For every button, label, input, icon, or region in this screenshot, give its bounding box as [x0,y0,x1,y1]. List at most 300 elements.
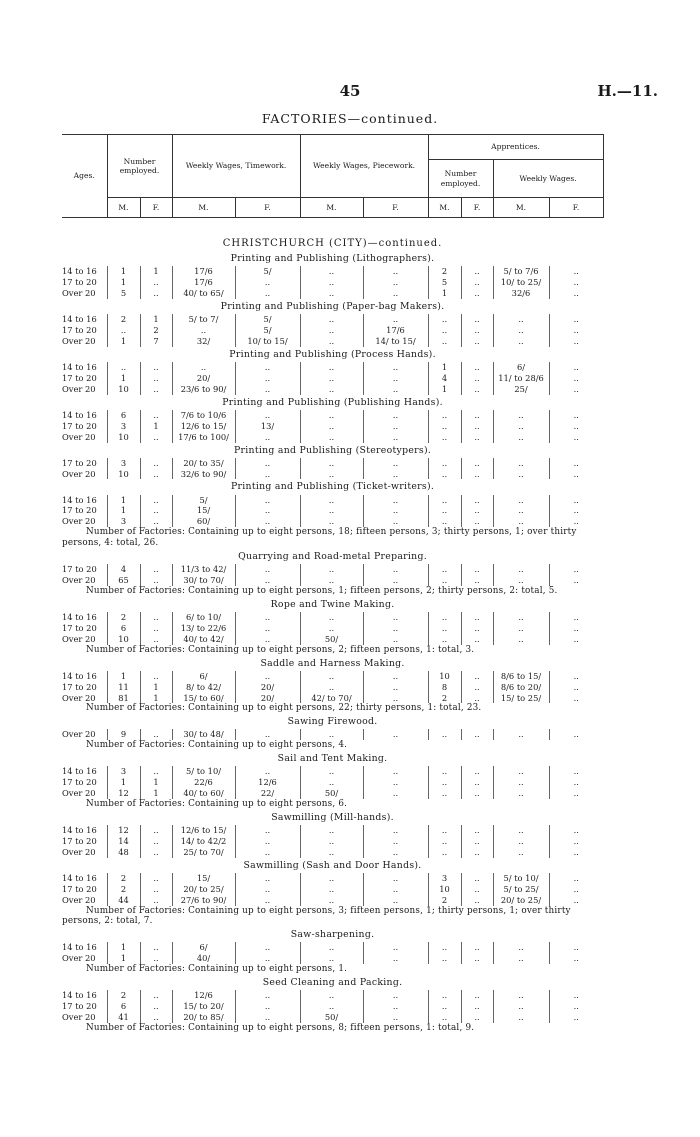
table-cell: .. [461,953,493,964]
table-cell: 12 [107,825,140,836]
table-cell: 14/ to 15/ [363,336,428,347]
table-cell: .. [461,288,493,299]
section-heading [62,858,603,873]
table-cell: .. [549,953,603,964]
table-cell: .. [140,384,172,395]
table-cell: .. [428,564,461,575]
table-cell: .. [363,777,428,788]
table-cell: .. [140,288,172,299]
table-cell: .. [461,1012,493,1023]
table-cell: .. [363,314,428,325]
table-cell: .. [493,469,549,480]
table-cell: .. [140,847,172,858]
table-cell: 22/6 [172,777,235,788]
table-cell: 2 [428,895,461,906]
table-row [62,314,603,325]
table-cell: .. [549,895,603,906]
age-cell: 17 to 20 [62,564,97,575]
table-cell: .. [461,693,493,704]
table-cell: .. [461,564,493,575]
table-cell: 44 [107,895,140,906]
age-cell: 17 to 20 [62,1001,97,1012]
section-city-heading [62,236,603,251]
header-m: M. [172,198,235,218]
table-cell: .. [235,362,300,373]
section-heading [62,597,603,612]
table-cell: .. [493,634,549,645]
table-cell: .. [300,884,363,895]
table-cell: .. [363,458,428,469]
table-cell: 15/ to 25/ [493,693,549,704]
table-cell: .. [549,873,603,884]
table-cell: 3 [428,873,461,884]
section-heading-text: Printing and Publishing (Lithographers). [230,253,435,265]
table-cell: .. [140,990,172,1001]
table-cell: .. [428,788,461,799]
table-cell: 32/6 [493,288,549,299]
table-cell: 5 [107,288,140,299]
table-cell: .. [461,410,493,421]
table-cell: .. [493,336,549,347]
table-cell: .. [300,277,363,288]
table-cell: 5/ [235,314,300,325]
table-cell: 12 [107,788,140,799]
table-cell: .. [493,990,549,1001]
table-cell: .. [140,469,172,480]
table-cell: .. [493,766,549,777]
table-cell: 1 [107,777,140,788]
table-cell: 15/ [172,505,235,516]
age-cell: Over 20 [62,468,96,479]
table-cell: 3 [107,421,140,432]
table-cell: 12/6 [172,990,235,1001]
factories-note [62,799,603,810]
table-cell: .. [428,990,461,1001]
table-cell: 6 [107,410,140,421]
header-m: M. [300,198,363,218]
table-cell: .. [461,682,493,693]
page-number: 45 [339,82,361,100]
table-cell: .. [235,873,300,884]
table-cell: 12/6 to 15/ [172,421,235,432]
table-cell: .. [549,325,603,336]
table-cell: .. [549,266,603,277]
factories-note-continued-text: persons, 2: total, 7. [62,916,153,927]
table-row [62,836,603,847]
table-cell: 2 [107,314,140,325]
factories-note-text: Number of Factories: Containing up to eight persons, 22; thirty persons, 1: total, 23. [86,703,482,714]
table-cell: .. [300,469,363,480]
table-cell: .. [363,953,428,964]
table-cell: .. [549,458,603,469]
table-cell: 8/6 to 20/ [493,682,549,693]
factories-note [62,586,603,597]
table-cell: .. [461,873,493,884]
table-row [62,373,603,384]
table-cell: .. [235,884,300,895]
table-cell: 1 [140,266,172,277]
section-heading [62,927,603,942]
table-cell: .. [549,847,603,858]
table-cell: .. [461,458,493,469]
table-cell: .. [140,432,172,443]
table-cell: .. [235,516,300,527]
table-cell: .. [140,516,172,527]
table-cell: .. [549,336,603,347]
table-cell: .. [235,432,300,443]
table-cell: .. [549,682,603,693]
table-cell: .. [235,469,300,480]
table-cell: 1 [107,336,140,347]
table-cell: .. [363,825,428,836]
table-cell: 11/3 to 42/ [172,564,235,575]
table-cell: 10/ to 25/ [493,277,549,288]
table-cell: .. [461,362,493,373]
table-cell: .. [363,288,428,299]
table-cell: .. [549,1012,603,1023]
table-cell: .. [493,623,549,634]
table-cell: .. [140,825,172,836]
table-cell: .. [235,1012,300,1023]
table-cell: .. [235,373,300,384]
table-cell: .. [549,990,603,1001]
table-cell: .. [140,458,172,469]
table-cell: .. [493,942,549,953]
table-cell: 12/6 to 15/ [172,825,235,836]
age-cell: 14 to 16 [62,872,97,883]
table-cell: .. [363,516,428,527]
header-f: F. [549,198,603,218]
table-row [62,682,603,693]
table-cell: .. [300,384,363,395]
table-cell: .. [549,362,603,373]
table-cell: .. [493,777,549,788]
table-cell: .. [461,384,493,395]
table-cell: 30/ to 48/ [172,729,235,740]
table-cell: .. [428,942,461,953]
table-cell: .. [428,575,461,586]
table-cell: .. [549,575,603,586]
header-f: F. [363,198,428,218]
factories-note [62,703,603,714]
age-cell: Over 20 [62,953,96,964]
table-cell: 1 [140,693,172,704]
age-cell: 17 to 20 [62,681,97,692]
table-cell: 12/6 [235,777,300,788]
age-cell: 17 to 20 [62,777,97,788]
table-cell: 6/ [493,362,549,373]
table-cell: .. [461,729,493,740]
table-cell: .. [549,288,603,299]
age-cell: Over 20 [62,894,96,905]
page-title: FACTORIES—continued. [261,111,439,126]
table-cell: 40/ to 60/ [172,788,235,799]
age-cell: 17 to 20 [62,277,97,288]
wages-data-table [62,236,603,1034]
table-cell: .. [363,421,428,432]
table-cell: .. [428,836,461,847]
table-cell: .. [300,564,363,575]
table-row [62,505,603,516]
table-cell: .. [140,362,172,373]
table-cell: .. [461,575,493,586]
table-cell: .. [140,1012,172,1023]
table-cell: .. [107,325,140,336]
table-cell: .. [493,432,549,443]
table-cell: .. [549,384,603,395]
table-cell: .. [300,729,363,740]
table-cell: .. [363,266,428,277]
table-cell: .. [549,469,603,480]
table-cell: .. [300,288,363,299]
age-cell: 14 to 16 [62,409,97,420]
table-cell: .. [549,884,603,895]
factories-note [62,1023,603,1034]
section-heading [62,975,603,990]
header-m: M. [428,198,461,218]
table-row [62,884,603,895]
table-cell: .. [428,634,461,645]
section-heading-text: Sawmilling (Sash and Door Hands). [243,859,422,871]
table-cell: .. [235,410,300,421]
table-cell: .. [235,495,300,506]
table-cell: .. [300,873,363,884]
table-cell: .. [461,766,493,777]
header-weekly-wages-timework: Weekly Wages, Timework. [172,135,300,198]
table-cell: .. [140,505,172,516]
table-cell: 2 [107,873,140,884]
section-heading [62,251,603,266]
table-row [62,564,603,575]
header-f: F. [235,198,300,218]
table-cell: .. [235,836,300,847]
table-cell: .. [363,895,428,906]
table-cell: 27/6 to 90/ [172,895,235,906]
age-cell: Over 20 [62,729,96,740]
table-cell: .. [300,895,363,906]
table-cell: .. [493,953,549,964]
table-cell: 1 [140,788,172,799]
header-f: F. [140,198,172,218]
header-ages: Ages. [62,135,107,218]
factories-note-text: Number of Factories: Containing up to eight persons, 1; fifteen persons, 2; thirty persons, 2: total, 5. [86,585,558,596]
section-heading [62,810,603,825]
table-row [62,766,603,777]
table-cell: .. [300,990,363,1001]
table-row [62,788,603,799]
table-row [62,410,603,421]
table-cell: 6/ to 10/ [172,612,235,623]
table-cell: .. [549,777,603,788]
table-cell: .. [235,277,300,288]
table-cell: .. [300,836,363,847]
table-cell: .. [461,777,493,788]
age-cell: Over 20 [62,516,96,527]
table-cell: .. [549,1001,603,1012]
table-cell: 15/ [172,873,235,884]
table-cell: 20/ [235,693,300,704]
table-cell: .. [363,564,428,575]
table-row [62,384,603,395]
table-cell: .. [428,612,461,623]
table-cell: .. [140,495,172,506]
table-cell: 5/ [235,325,300,336]
table-cell: 25/ [493,384,549,395]
section-heading [62,299,603,314]
table-cell: .. [300,266,363,277]
table-cell: .. [428,777,461,788]
table-cell: .. [300,671,363,682]
table-cell: .. [300,362,363,373]
table-cell: .. [363,362,428,373]
table-cell: .. [428,421,461,432]
table-cell: .. [549,516,603,527]
table-cell: .. [428,458,461,469]
table-cell: .. [300,1001,363,1012]
table-cell: .. [549,612,603,623]
table-cell: .. [461,469,493,480]
table-cell: .. [549,788,603,799]
table-row [62,575,603,586]
table-cell: .. [428,314,461,325]
factories-note-text: Number of Factories: Containing up to eight persons, 4. [86,740,348,751]
factories-note [62,645,603,656]
table-cell: 3 [107,766,140,777]
table-row [62,825,603,836]
table-cell: .. [428,325,461,336]
table-cell: .. [300,373,363,384]
table-cell: .. [235,671,300,682]
table-cell: .. [235,575,300,586]
table-cell: .. [300,516,363,527]
table-row [62,325,603,336]
table-cell: .. [300,766,363,777]
table-cell: .. [140,942,172,953]
table-cell: 20/ to 35/ [172,458,235,469]
table-cell: .. [363,277,428,288]
table-cell: 17/6 to 100/ [172,432,235,443]
table-cell: 20/ to 25/ [172,884,235,895]
factories-note-text: Number of Factories: Containing up to eight persons, 18; fifteen persons, 3; thirty persons, 1; over thirty [86,527,577,538]
table-cell: .. [363,847,428,858]
table-cell: 40/ to 65/ [172,288,235,299]
table-cell: 1 [107,495,140,506]
table-cell: .. [461,277,493,288]
table-cell: 13/ to 22/6 [172,623,235,634]
table-cell: .. [461,432,493,443]
table-cell: .. [300,432,363,443]
table-cell: .. [549,634,603,645]
table-cell: .. [300,942,363,953]
table-cell: 3 [107,458,140,469]
table-cell: 6 [107,1001,140,1012]
table-cell: 32/ [172,336,235,347]
table-cell: 17/6 [363,325,428,336]
table-cell: .. [428,469,461,480]
table-cell: .. [461,495,493,506]
age-cell: 14 to 16 [62,494,97,505]
table-cell: 1 [140,421,172,432]
table-cell: 1 [107,277,140,288]
section-heading [62,714,603,729]
table-cell: .. [363,729,428,740]
table-cell: .. [140,766,172,777]
table-cell: .. [461,623,493,634]
table-cell: .. [140,953,172,964]
table-cell: 11 [107,682,140,693]
age-cell: 14 to 16 [62,611,97,622]
table-cell: .. [172,362,235,373]
table-cell: 5/ to 7/ [172,314,235,325]
table-cell: .. [300,495,363,506]
table-row [62,336,603,347]
table-cell: .. [363,1012,428,1023]
table-cell: .. [363,836,428,847]
section-heading [62,347,603,362]
age-cell: 14 to 16 [62,670,97,681]
table-cell: 10/ to 15/ [235,336,300,347]
table-cell: 10 [107,384,140,395]
table-cell: 14 [107,836,140,847]
table-row [62,432,603,443]
table-cell: .. [363,575,428,586]
table-row [62,266,603,277]
table-cell: .. [461,825,493,836]
table-cell: .. [428,432,461,443]
table-cell: .. [461,836,493,847]
table-cell: 6/ [172,942,235,953]
table-cell: .. [549,623,603,634]
age-cell: 14 to 16 [62,942,97,953]
table-cell: 7/6 to 10/6 [172,410,235,421]
age-cell: 14 to 16 [62,266,97,277]
table-cell: 1 [107,953,140,964]
section-heading-text: Sail and Tent Making. [277,753,388,765]
table-row [62,421,603,432]
table-cell: .. [549,410,603,421]
table-cell: 8 [428,682,461,693]
table-cell: 32/6 to 90/ [172,469,235,480]
table-cell: .. [363,612,428,623]
factories-note [62,964,603,975]
table-row [62,1012,603,1023]
factories-note-text: Number of Factories: Containing up to eight persons, 8; fifteen persons, 1: total, 9. [86,1023,475,1034]
table-cell: .. [140,373,172,384]
table-cell: 17/6 [172,266,235,277]
table-cell: .. [493,1012,549,1023]
table-cell: .. [140,277,172,288]
age-cell: 17 to 20 [62,457,97,468]
table-cell: 5/ to 10/ [493,873,549,884]
table-cell: .. [363,469,428,480]
table-cell: 42/ to 70/ [300,693,363,704]
table-cell: .. [493,516,549,527]
table-cell: 11/ to 28/6 [493,373,549,384]
table-cell: 1 [140,777,172,788]
table-cell: 1 [107,373,140,384]
age-cell: 17 to 20 [62,420,97,431]
table-row [62,277,603,288]
age-cell: 14 to 16 [62,990,97,1001]
factories-note-continued [62,538,603,549]
table-cell: .. [549,373,603,384]
table-cell: .. [428,505,461,516]
column-header-table [62,134,604,218]
table-row [62,634,603,645]
table-cell: .. [363,1001,428,1012]
table-cell: .. [235,1001,300,1012]
table-row [62,1001,603,1012]
